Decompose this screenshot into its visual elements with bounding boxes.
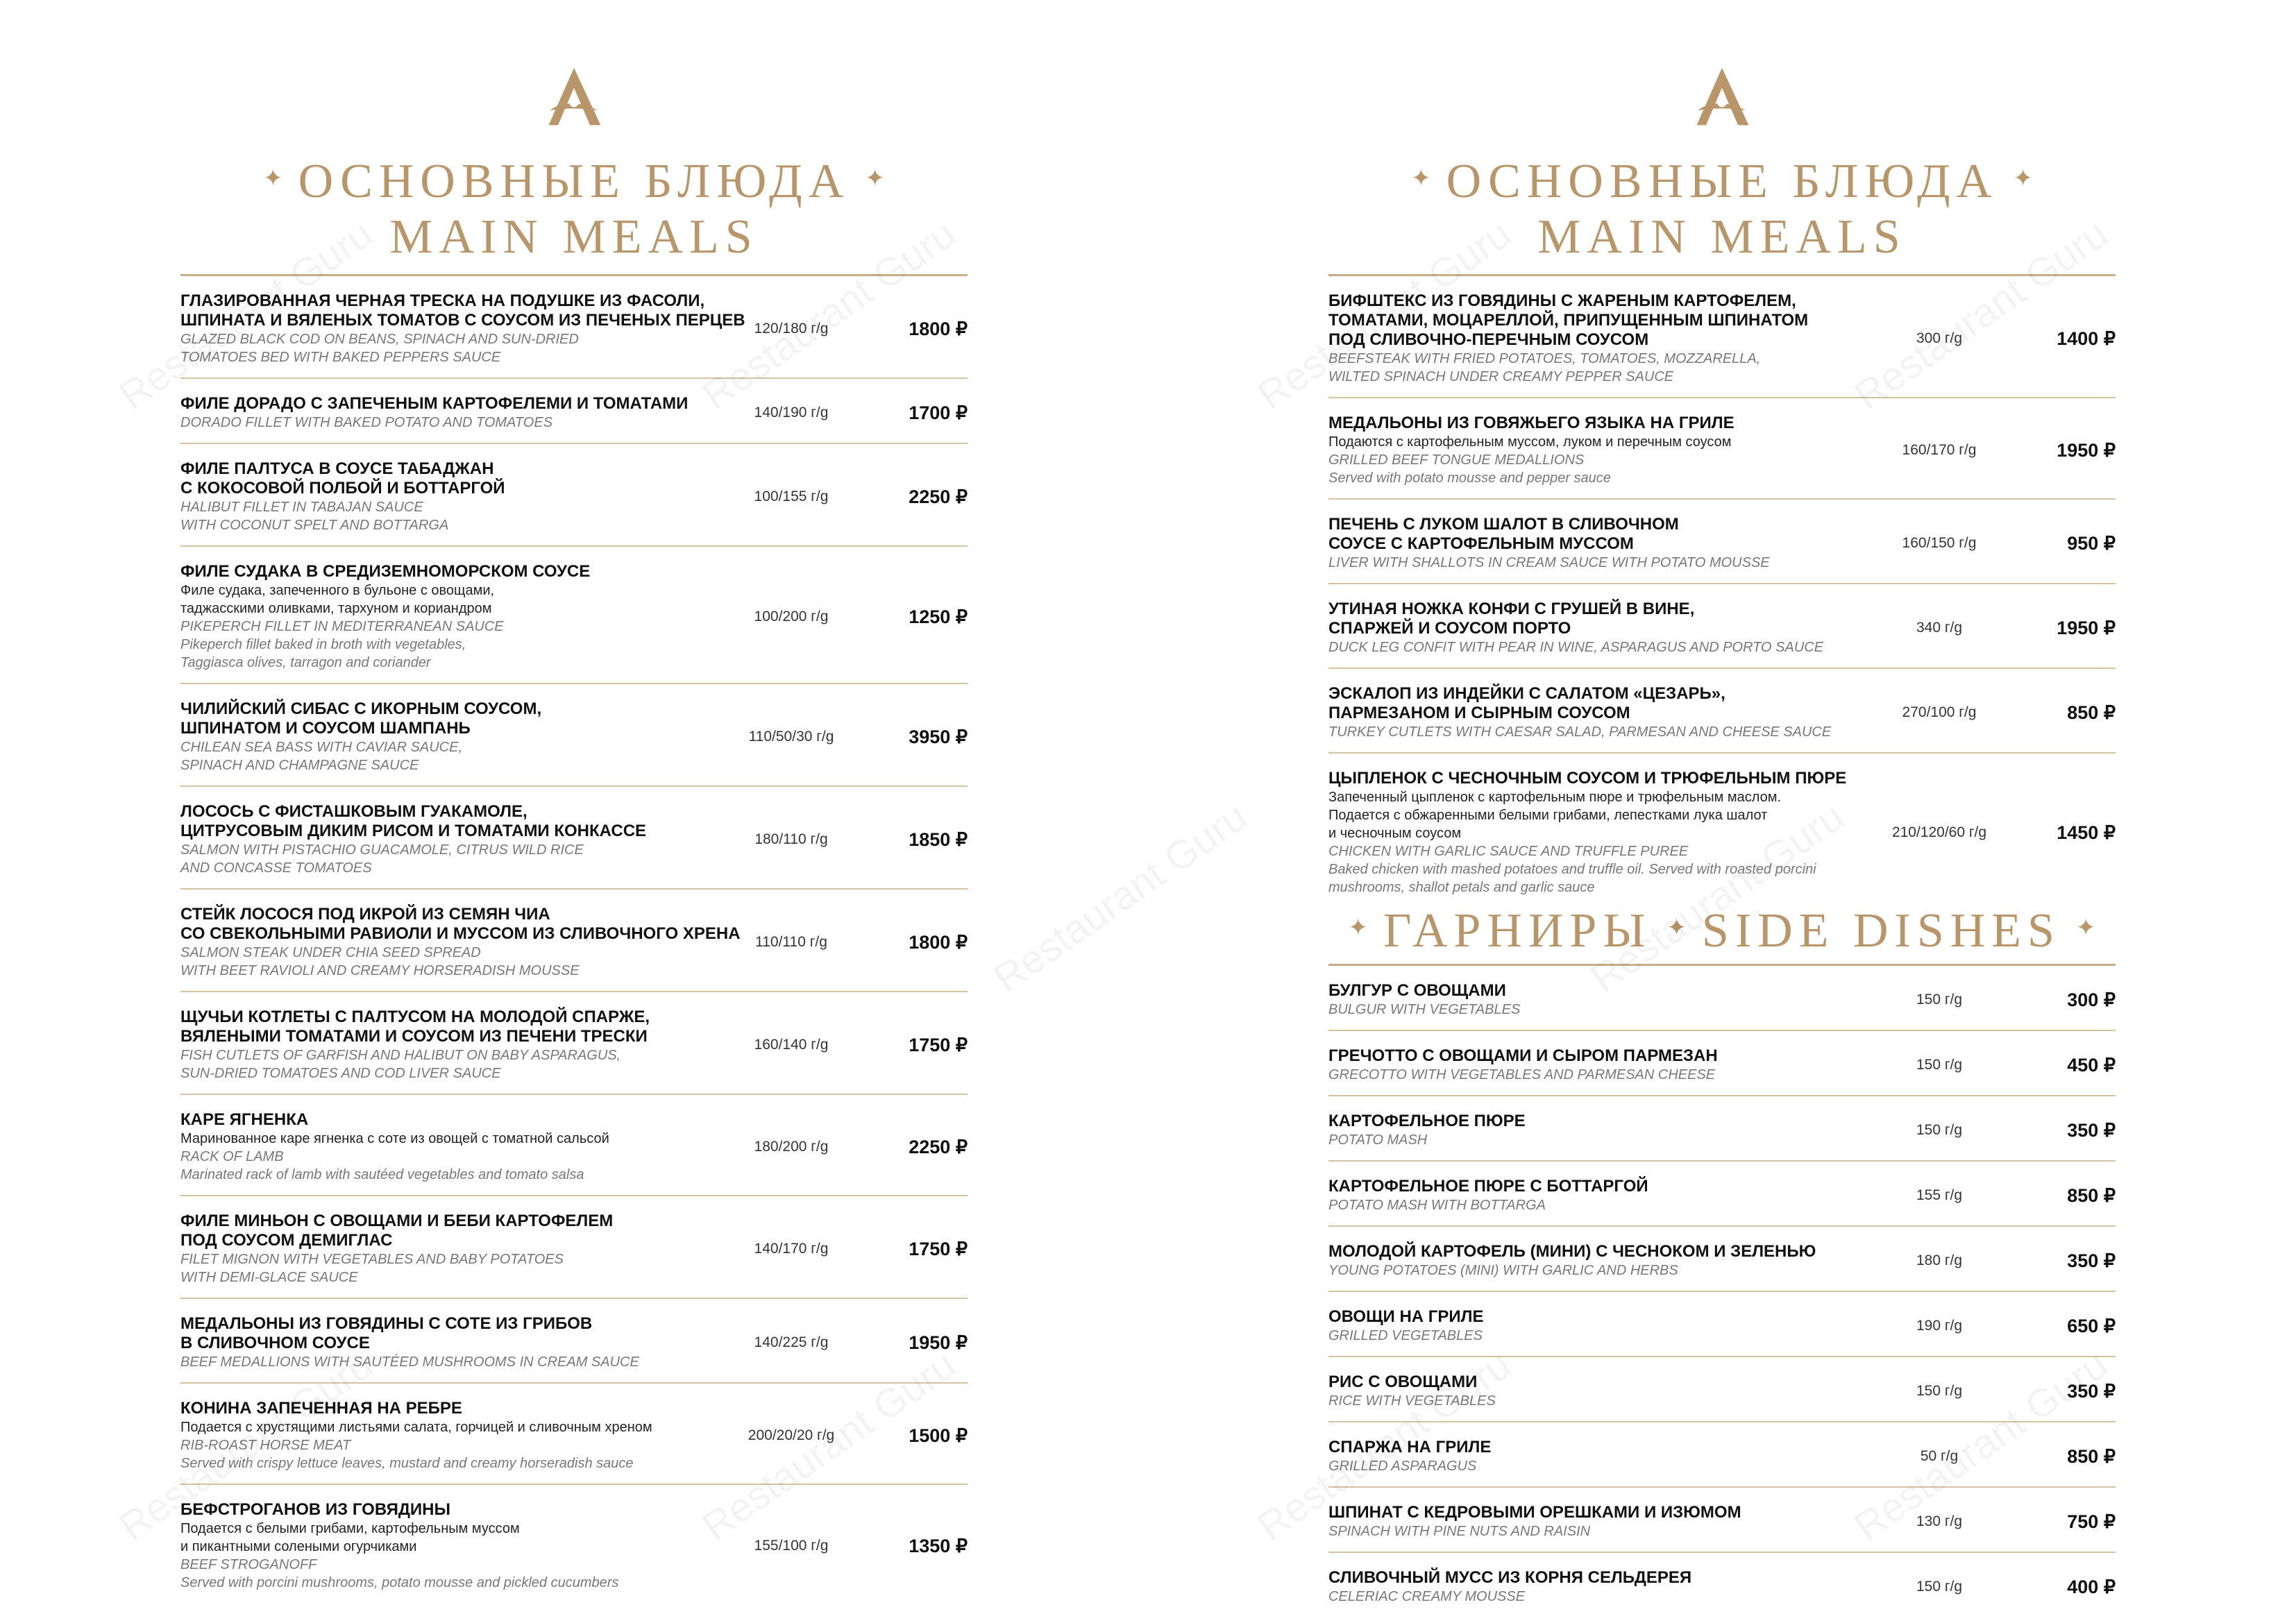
menu-item <box>1328 1031 2116 1096</box>
dish-name-ru: УТИНАЯ НОЖКА КОНФИ С ГРУШЕЙ В ВИНЕ, <box>1328 600 1695 618</box>
dish-weight: 160/170 г/g <box>1902 442 1977 458</box>
menu-item <box>180 684 968 787</box>
dish-name-en: GLAZED BLACK COD ON BEANS, SPINACH AND SUN-DRIED <box>180 332 579 347</box>
dish-description-ru: Филе судака, запеченного в бульоне с овощами, <box>180 583 495 598</box>
star-ornament-icon: ✦ <box>2076 915 2096 941</box>
dish-name-en: YOUNG POTATOES (MINI) WITH GARLIC AND HERBS <box>1328 1263 1678 1278</box>
dish-price: 850 ₽ <box>2067 1446 2116 1467</box>
dish-description-en: Marinated rack of lamb with sautéed vegetables and tomato salsa <box>180 1167 584 1182</box>
menu-item-text <box>1328 515 1911 572</box>
menu-item-text <box>1328 684 1911 741</box>
dish-name-ru: СОУСЕ С КАРТОФЕЛЬНЫМ МУССОМ <box>1328 534 1634 553</box>
dish-weight: 160/140 г/g <box>754 1037 829 1053</box>
dish-price: 1800 ₽ <box>909 932 968 953</box>
dish-price: 1500 ₽ <box>909 1425 968 1446</box>
menu-item-text <box>180 699 763 774</box>
dish-name-ru: ЭСКАЛОП ИЗ ИНДЕЙКИ С САЛАТОМ «ЦЕЗАРЬ», <box>1328 684 1725 703</box>
dish-weight: 155/100 г/g <box>754 1538 829 1554</box>
dish-price: 2250 ₽ <box>909 1137 968 1157</box>
dish-weight: 180/200 г/g <box>754 1139 829 1155</box>
dish-name-en: DUCK LEG CONFIT WITH PEAR IN WINE, ASPARAGUS AND PORTO SAUCE <box>1328 640 1824 655</box>
dish-name-ru: БУЛГУР С ОВОЩАМИ <box>1328 981 1506 1000</box>
section-heading-main-ru: ✦ ОСНОВНЫЕ БЛЮДА ✦ <box>1411 155 2033 208</box>
menu-item <box>180 379 968 444</box>
menu-item-text <box>1328 600 1911 656</box>
dish-weight: 180 г/g <box>1916 1252 1963 1268</box>
menu-item-text <box>180 459 763 534</box>
dish-description-ru: и пикантными солеными огурчиками <box>180 1539 417 1554</box>
menu-item-text <box>1328 1568 1911 1606</box>
dish-name-ru: СТЕЙК ЛОСОСЯ ПОД ИКРОЙ ИЗ СЕМЯН ЧИА <box>180 905 550 924</box>
star-ornament-icon: ✦ <box>1348 915 1368 941</box>
menu-item <box>180 1196 968 1299</box>
dish-price: 1950 ₽ <box>909 1332 968 1353</box>
dish-weight: 140/190 г/g <box>754 405 829 420</box>
dish-name-en: HALIBUT FILLET IN TABAJAN SAUCE <box>180 500 423 515</box>
dish-name-en: RACK OF LAMB <box>180 1149 284 1164</box>
menu-item-text <box>1328 1177 1911 1214</box>
dish-name-ru: В СЛИВОЧНОМ СОУСЕ <box>180 1334 370 1352</box>
dish-name-en: SUN-DRIED TOMATOES AND COD LIVER SAUCE <box>180 1066 501 1081</box>
dish-name-ru: ТОМАТАМИ, МОЦАРЕЛЛОЙ, ПРИПУЩЕННЫМ ШПИНАТОМ <box>1328 311 1809 330</box>
dish-weight: 340 г/g <box>1916 620 1963 636</box>
dish-name-ru: ГРЕЧОТТО С ОВОЩАМИ И СЫРОМ ПАРМЕЗАН <box>1328 1046 1718 1065</box>
menu-item-text <box>180 1212 763 1286</box>
dish-name-en: LIVER WITH SHALLOTS IN CREAM SAUCE WITH POTATO MOUSSE <box>1328 555 1770 570</box>
dish-weight: 50 г/g <box>1920 1448 1959 1464</box>
menu-item-text <box>180 562 763 672</box>
dish-price: 1850 ₽ <box>909 829 968 850</box>
dish-price: 1350 ₽ <box>909 1536 968 1556</box>
dish-description-ru: Подается с обжаренными белыми грибами, лепестками лука шалот <box>1328 808 1768 823</box>
menu-item <box>1328 1162 2116 1227</box>
dish-description-en: Served with crispy lettuce leaves, mustard and creamy horseradish sauce <box>180 1456 634 1471</box>
dish-name-ru: КАРТОФЕЛЬНОЕ ПЮРЕ <box>1328 1112 1526 1130</box>
menu-item <box>1328 1096 2116 1162</box>
dish-price: 300 ₽ <box>2067 989 2116 1010</box>
dish-name-en: BEEF MEDALLIONS WITH SAUTÉED MUSHROOMS IN CREAM SAUCE <box>180 1354 639 1370</box>
star-ornament-icon: ✦ <box>263 166 283 192</box>
section-heading-main-ru: ✦ ОСНОВНЫЕ БЛЮДА ✦ <box>263 155 885 208</box>
dish-description-ru: и чесночным соусом <box>1328 826 1462 841</box>
menu-item <box>1328 398 2116 500</box>
menu-item <box>180 1299 968 1384</box>
dish-description-en: mushrooms, shallot petals and garlic sauce <box>1328 880 1595 895</box>
menu-item <box>1328 1488 2116 1553</box>
dish-description-en: Served with potato mousse and pepper sauce <box>1328 470 1611 486</box>
dish-price: 1700 ₽ <box>909 402 968 423</box>
dish-name-ru: ЦЫПЛЕНОК С ЧЕСНОЧНЫМ СОУСОМ И ТРЮФЕЛЬНЫМ ПЮРЕ <box>1328 769 1847 788</box>
dish-name-ru: ШПИНАТ С КЕДРОВЫМИ ОРЕШКАМИ И ИЗЮМОМ <box>1328 1503 1741 1522</box>
dish-price: 400 ₽ <box>2067 1577 2116 1597</box>
menu-item <box>180 444 968 547</box>
menu-item <box>180 787 968 890</box>
menu-page-right <box>1148 0 2296 1623</box>
dish-description-ru: Подается с белыми грибами, картофельным муссом <box>180 1521 520 1536</box>
dish-weight: 100/155 г/g <box>754 488 829 504</box>
menu-item-text <box>1328 414 1911 487</box>
menu-item-text <box>1328 1112 1911 1149</box>
dish-name-ru: ВЯЛЕНЫМИ ТОМАТАМИ И СОУСОМ ИЗ ПЕЧЕНИ ТРЕСКИ <box>180 1027 648 1046</box>
dish-name-en: GRECOTTO WITH VEGETABLES AND PARMESAN CHEESE <box>1328 1067 1716 1082</box>
star-ornament-icon: ✦ <box>2013 166 2033 192</box>
dish-name-ru: ФИЛЕ МИНЬОН С ОВОЩАМИ И БЕБИ КАРТОФЕЛЕМ <box>180 1212 614 1230</box>
dish-name-ru: СПАРЖЕЙ И СОУСОМ ПОРТО <box>1328 619 1571 638</box>
menu-item-text <box>180 1008 763 1082</box>
star-ornament-icon: ✦ <box>1411 166 1431 192</box>
menu-item-text <box>1328 1307 1911 1345</box>
dish-name-en: SALMON STEAK UNDER CHIA SEED SPREAD <box>180 945 481 960</box>
dish-price: 1750 ₽ <box>909 1239 968 1259</box>
star-ornament-icon: ✦ <box>1666 915 1687 941</box>
dish-name-en: GRILLED BEEF TONGUE MEDALLIONS <box>1328 452 1585 468</box>
dish-name-en: FILET MIGNON WITH VEGETABLES AND BABY POTATOES <box>180 1252 564 1267</box>
logo-icon <box>1689 64 1755 130</box>
dish-name-en: GRILLED VEGETABLES <box>1328 1328 1483 1343</box>
dish-name-ru: КОНИНА ЗАПЕЧЕННАЯ НА РЕБРЕ <box>180 1399 462 1418</box>
main-meals-list <box>1328 276 2116 909</box>
dish-weight: 130 г/g <box>1916 1513 1963 1529</box>
menu-item <box>1328 500 2116 584</box>
dish-weight: 300 г/g <box>1916 330 1963 346</box>
dish-name-ru: ФИЛЕ СУДАКА В СРЕДИЗЕМНОМОРСКОМ СОУСЕ <box>180 562 591 581</box>
dish-name-ru: МЕДАЛЬОНЫ ИЗ ГОВЯЖЬЕГО ЯЗЫКА НА ГРИЛЕ <box>1328 414 1734 432</box>
dish-price: 850 ₽ <box>2067 1185 2116 1206</box>
dish-price: 450 ₽ <box>2067 1055 2116 1076</box>
dish-name-en: CHILEAN SEA BASS WITH CAVIAR SAUCE, <box>180 740 463 755</box>
dish-price: 3950 ₽ <box>909 726 968 747</box>
dish-name-en: BEEF STROGANOFF <box>180 1557 317 1572</box>
menu-item-text <box>180 905 763 980</box>
dish-name-en: WITH DEMI-GLACE SAUCE <box>180 1270 358 1285</box>
dish-weight: 150 г/g <box>1916 1057 1963 1073</box>
menu-item-text <box>1328 1046 1911 1084</box>
dish-name-en: POTATO MASH WITH BOTTARGA <box>1328 1198 1546 1213</box>
dish-name-en: SALMON WITH PISTACHIO GUACAMOLE, CITRUS WILD RICE <box>180 842 584 858</box>
dish-description-ru: Запеченный цыпленок с картофельным пюре и трюфельным маслом. <box>1328 790 1782 805</box>
dish-price: 850 ₽ <box>2067 702 2116 723</box>
dish-name-ru: СПАРЖА НА ГРИЛЕ <box>1328 1438 1492 1456</box>
dish-weight: 140/170 г/g <box>754 1241 829 1257</box>
menu-item <box>180 547 968 684</box>
dish-price: 350 ₽ <box>2067 1120 2116 1141</box>
menu-item-text <box>180 394 763 432</box>
dish-description-en: Served with porcini mushrooms, potato mousse and pickled cucumbers <box>180 1575 619 1590</box>
dish-weight: 210/120/60 г/g <box>1891 824 1987 840</box>
dish-name-ru: ГЛАЗИРОВАННАЯ ЧЕРНАЯ ТРЕСКА НА ПОДУШКЕ ИЗ ФАСОЛИ, <box>180 291 705 310</box>
dish-description-en: Baked chicken with mashed potatoes and truffle oil. Served with roasted porcini <box>1328 862 1816 877</box>
menu-item-text <box>180 1110 763 1184</box>
menu-item-text <box>1328 1242 1911 1280</box>
dish-name-ru: БИФШТЕКС ИЗ ГОВЯДИНЫ С ЖАРЕНЫМ КАРТОФЕЛЕМ, <box>1328 291 1796 310</box>
menu-item-text <box>180 1314 763 1371</box>
dish-price: 1750 ₽ <box>909 1035 968 1055</box>
dish-name-ru: РИС С ОВОЩАМИ <box>1328 1373 1478 1391</box>
dish-description-ru: Подаются с картофельным муссом, луком и перечным соусом <box>1328 434 1732 450</box>
dish-name-ru: ФИЛЕ ДОРАДО С ЗАПЕЧЕНЫМ КАРТОФЕЛЕМИ И ТОМАТАМИ <box>180 394 689 413</box>
dish-description-ru: Маринованное каре ягненка с соте из овощей с томатной сальсой <box>180 1131 609 1146</box>
dish-weight: 200/20/20 г/g <box>748 1427 835 1443</box>
dish-name-en: WILTED SPINACH UNDER CREAMY PEPPER SAUCE <box>1328 369 1674 384</box>
dish-name-ru: МОЛОДОЙ КАРТОФЕЛЬ (МИНИ) С ЧЕСНОКОМ И ЗЕЛЕНЬЮ <box>1328 1242 1816 1261</box>
dish-name-en: BULGUR WITH VEGETABLES <box>1328 1002 1521 1017</box>
dish-name-ru: КАРТОФЕЛЬНОЕ ПЮРЕ С БОТТАРГОЙ <box>1328 1177 1648 1196</box>
dish-weight: 110/110 г/g <box>755 934 827 950</box>
dish-price: 1450 ₽ <box>2057 822 2116 843</box>
dish-price: 1400 ₽ <box>2057 328 2116 349</box>
dish-name-ru: ПОД СЛИВОЧНО-ПЕРЕЧНЫМ СОУСОМ <box>1328 330 1649 349</box>
dish-description-en: Pikeperch fillet baked in broth with vegetables, <box>180 637 466 652</box>
dish-weight: 150 г/g <box>1916 1579 1963 1595</box>
dish-name-en: DORADO FILLET WITH BAKED POTATO AND TOMATOES <box>180 415 552 430</box>
side-dishes-list <box>1328 966 2116 1618</box>
dish-name-ru: СО СВЕКОЛЬНЫМИ РАВИОЛИ И МУССОМ ИЗ СЛИВОЧНОГО ХРЕНА <box>180 924 741 943</box>
menu-item <box>180 1095 968 1196</box>
dish-weight: 120/180 г/g <box>754 321 829 337</box>
dish-weight: 150 г/g <box>1916 1383 1963 1399</box>
dish-name-en: AND CONCASSE TOMATOES <box>180 860 372 876</box>
dish-name-ru: ПЕЧЕНЬ С ЛУКОМ ШАЛОТ В СЛИВОЧНОМ <box>1328 515 1679 534</box>
dish-description-ru: Подается с хрустящими листьями салата, горчицей и сливочным хреном <box>180 1420 652 1435</box>
menu-item <box>1328 1553 2116 1618</box>
dish-name-ru: С КОКОСОВОЙ ПОЛБОЙ И БОТТАРГОЙ <box>180 479 505 498</box>
dish-name-en: RICE WITH VEGETABLES <box>1328 1393 1496 1409</box>
menu-item <box>1328 966 2116 1031</box>
dish-name-ru: ЛОСОСЬ С ФИСТАШКОВЫМ ГУАКАМОЛЕ, <box>180 802 527 821</box>
dish-price: 2250 ₽ <box>909 486 968 507</box>
dish-name-ru: ОВОЩИ НА ГРИЛЕ <box>1328 1307 1484 1326</box>
dish-name-en: CELERIAC CREAMY MOUSSE <box>1328 1589 1526 1604</box>
dish-name-en: CHICKEN WITH GARLIC SAUCE AND TRUFFLE PUREE <box>1328 844 1689 859</box>
menu-item <box>1328 669 2116 754</box>
menu-item <box>1328 1227 2116 1292</box>
dish-name-ru: ПАРМЕЗАНОМ И СЫРНЫМ СОУСОМ <box>1328 704 1630 722</box>
menu-item <box>180 890 968 992</box>
dish-name-en: POTATO MASH <box>1328 1132 1428 1148</box>
dish-name-ru: ЦИТРУСОВЫМ ДИКИМ РИСОМ И ТОМАТАМИ КОНКАССЕ <box>180 822 647 840</box>
dish-name-ru: МЕДАЛЬОНЫ ИЗ ГОВЯДИНЫ С СОТЕ ИЗ ГРИБОВ <box>180 1314 593 1333</box>
menu-item <box>180 992 968 1095</box>
menu-item-text <box>180 802 763 877</box>
dish-name-en: SPINACH WITH PINE NUTS AND RAISIN <box>1328 1524 1591 1539</box>
dish-weight: 160/150 г/g <box>1902 535 1977 551</box>
dish-weight: 100/200 г/g <box>754 609 829 624</box>
dish-description-ru: таджасскими оливками, тархуном и кориандром <box>180 601 492 616</box>
dish-name-en: FISH CUTLETS OF GARFISH AND HALIBUT ON BABY ASPARAGUS, <box>180 1048 621 1063</box>
dish-name-en: RIB-ROAST HORSE MEAT <box>180 1438 351 1453</box>
menu-item <box>1328 1292 2116 1357</box>
dish-name-ru: ПОД СОУСОМ ДЕМИГЛАС <box>180 1231 393 1250</box>
dish-name-ru: ШПИНАТА И ВЯЛЕНЫХ ТОМАТОВ С СОУСОМ ИЗ ПЕЧЕНЫХ ПЕРЦЕВ <box>180 311 745 330</box>
menu-item <box>180 1485 968 1604</box>
dish-name-ru: ФИЛЕ ПАЛТУСА В СОУСЕ ТАБАДЖАН <box>180 459 494 478</box>
menu-item <box>1328 584 2116 669</box>
section-heading-sides: ✦ ГАРНИРЫ ✦ SIDE DISHES ✦ <box>1348 904 2096 958</box>
dish-weight: 150 г/g <box>1916 1122 1963 1138</box>
dish-price: 1950 ₽ <box>2057 618 2116 638</box>
dish-name-en: BEEFSTEAK WITH FRIED POTATOES, TOMATOES, MOZZARELLA, <box>1328 351 1761 366</box>
dish-weight: 190 г/g <box>1916 1318 1963 1334</box>
menu-item-text <box>1328 1503 1911 1540</box>
dish-name-en: SPINACH AND CHAMPAGNE SAUCE <box>180 758 419 773</box>
menu-item-text <box>180 1500 763 1592</box>
dish-price: 750 ₽ <box>2067 1511 2116 1532</box>
dish-price: 1800 ₽ <box>909 318 968 339</box>
dish-weight: 150 г/g <box>1916 992 1963 1008</box>
dish-name-ru: КАРЕ ЯГНЕНКА <box>180 1110 309 1129</box>
dish-weight: 270/100 г/g <box>1902 704 1977 720</box>
logo-icon <box>541 64 607 130</box>
dish-price: 950 ₽ <box>2067 533 2116 554</box>
dish-price: 1250 ₽ <box>909 606 968 627</box>
dish-name-ru: БЕФСТРОГАНОВ ИЗ ГОВЯДИНЫ <box>180 1500 450 1519</box>
dish-weight: 180/110 г/g <box>754 831 828 847</box>
star-ornament-icon: ✦ <box>865 166 885 192</box>
section-heading-main-en: MAIN MEALS <box>1537 210 1907 264</box>
dish-name-en: WITH COCONUT SPELT AND BOTTARGA <box>180 518 449 533</box>
dish-name-en: GRILLED ASPARAGUS <box>1328 1459 1477 1474</box>
dish-name-en: TOMATOES BED WITH BAKED PEPPERS SAUCE <box>180 350 501 365</box>
dish-price: 650 ₽ <box>2067 1316 2116 1336</box>
dish-name-ru: ШПИНАТОМ И СОУСОМ ШАМПАНЬ <box>180 719 471 738</box>
section-heading-main-en: MAIN MEALS <box>389 210 759 264</box>
dish-price: 350 ₽ <box>2067 1381 2116 1402</box>
dish-name-en: TURKEY CUTLETS WITH CAESAR SALAD, PARMESAN AND CHEESE SAUCE <box>1328 724 1832 740</box>
dish-price: 1950 ₽ <box>2057 440 2116 461</box>
dish-name-ru: СЛИВОЧНЫЙ МУСС ИЗ КОРНЯ СЕЛЬДЕРЕЯ <box>1328 1568 1692 1587</box>
dish-weight: 155 г/g <box>1916 1187 1963 1203</box>
dish-name-en: PIKEPERCH FILLET IN MEDITERRANEAN SAUCE <box>180 619 504 634</box>
dish-weight: 110/50/30 г/g <box>748 729 834 745</box>
dish-name-ru: ЧИЛИЙСКИЙ СИБАС С ИКОРНЫМ СОУСОМ, <box>180 699 542 718</box>
dish-name-ru: ЩУЧЬИ КОТЛЕТЫ С ПАЛТУСОМ НА МОЛОДОЙ СПАРЖЕ, <box>180 1008 650 1026</box>
dish-price: 350 ₽ <box>2067 1250 2116 1271</box>
dish-description-en: Taggiasca olives, tarragon and coriander <box>180 655 431 670</box>
dish-name-en: WITH BEET RAVIOLI AND CREAMY HORSERADISH MOUSSE <box>180 963 580 978</box>
dish-weight: 140/225 г/g <box>754 1334 829 1350</box>
